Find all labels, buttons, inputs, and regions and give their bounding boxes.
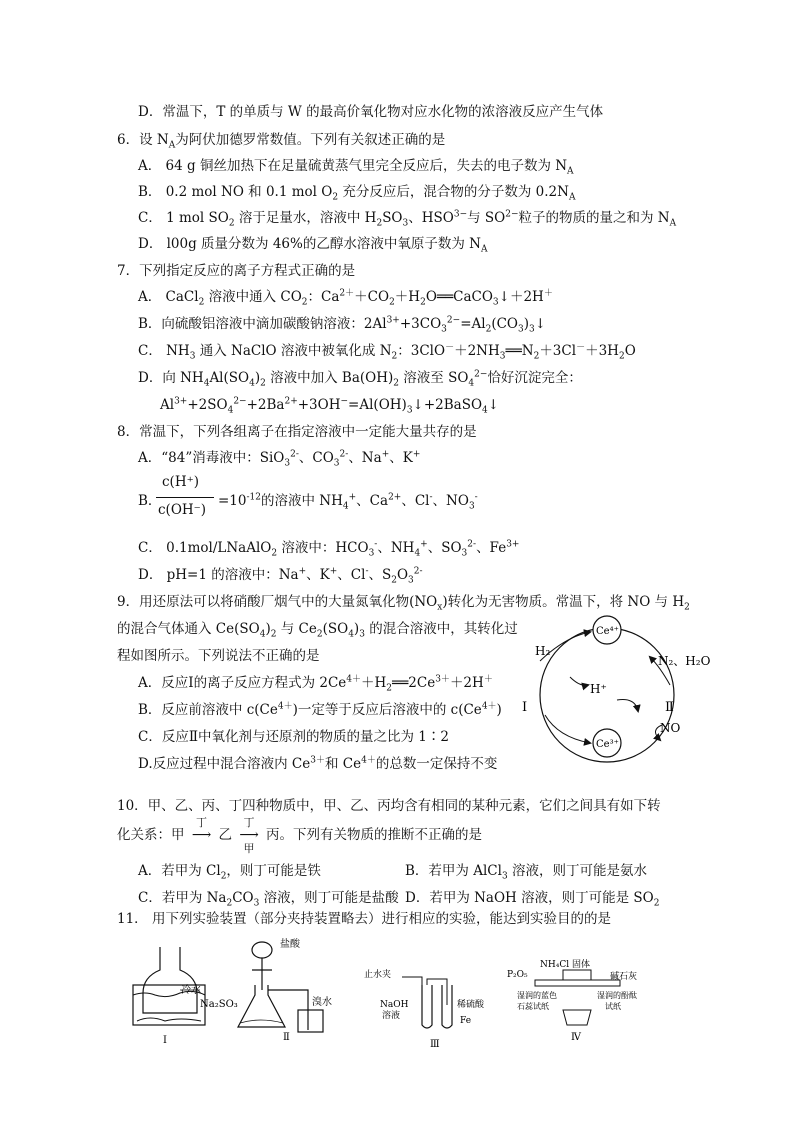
q10-option-d: D．若甲为 NaOH 溶液，则丁可能是 $SO_2$ (405, 890, 660, 909)
fig-4-apparatus (505, 955, 665, 1050)
reaction-1-label: Ⅰ (522, 700, 528, 715)
fig-4-p2o5-label: P₂O₅ (507, 970, 528, 980)
q9-option-b: B．反应前溶液中 $c(Ce^{4+})$一定等于反应后溶液中的 $c(Ce^{4+})$ (138, 701, 502, 718)
q11-stem: 11． 用下列实验装置（部分夹持装置略去）进行相应的实验，能达到实验目的的是 (117, 911, 611, 927)
fig-4-paper1b-label: 石蕊试纸 (517, 1002, 549, 1011)
products-label: N₂、H₂O (658, 654, 711, 668)
fig-2-apparatus (200, 935, 360, 1045)
q10-option-b: B．若甲为 AlCl$_3$ 溶液，则丁可能是氨水 (405, 863, 647, 882)
hplus-arrow (570, 677, 588, 685)
q6-option-d: D． l00g 质量分数为 46%的乙醇水溶液中氧原子数为 $N_A$ (138, 236, 488, 255)
fig-3-naoh-label: NaOH (380, 1000, 409, 1010)
ce3-label: Ce³⁺ (596, 739, 619, 750)
arrow-2: 丁 ⟶ 甲 (239, 816, 259, 855)
q6-option-c: C． 1 mol $SO_2$ 溶于足量水，溶液中 $H_2SO_3$、$HSO^{3-}$与 $SO^{2-}$粒子的物质的量之和为 $N_A$ (138, 209, 677, 229)
q8-option-b: $=10^{-12}$的溶液中 $NH_4^+$、$Ca^{2+}$、Cl-、$NO_3^-$ (218, 492, 478, 512)
q7-option-c: C． $NH_3$ 通入 NaClO 溶液中被氧化成 $N_2$：$3ClO^-+2NH_3══N_2+3Cl^-+3H_2O$ (138, 342, 636, 362)
fig-3-label: Ⅲ (430, 1039, 440, 1050)
q7-option-d-equation: $Al^{3+}+2SO_4^{2-}+2Ba^{2+}+3OH^-=Al(OH)_3↓+2BaSO_4↓$ (160, 396, 500, 416)
q7-stem: 7．下列指定反应的离子方程式正确的是 (117, 263, 356, 279)
h2-label: H₂ (535, 644, 551, 658)
q9-cycle-diagram (510, 615, 735, 765)
fraction-numerator: c(H⁺) (162, 474, 199, 490)
no-label: NO (660, 721, 681, 735)
fig-1-label: Ⅰ (163, 1035, 167, 1045)
q6-stem: 6．设 $N_A$为阿伏加德罗常数值。下列有关叙述正确的是 (117, 132, 446, 151)
fig-3-fe-label: Fe (460, 1016, 472, 1026)
q8-option-c: C． 0.1mol/LNaAlO$_2$ 溶液中：$HCO_3^-$、$NH_4^+$、$SO_3^{2-}$、$Fe^{3+}$ (138, 539, 520, 559)
q8-stem: 8．常温下，下列各组离子在指定溶液中一定能大量共存的是 (117, 424, 477, 440)
q7-option-a: A． CaCl$_2$ 溶液中通入 $CO_2$：$Ca^{2+}+CO_2+H_2O══CaCO_3↓+2H^+$ (138, 288, 553, 308)
q6-option-b: B． 0.2 mol NO 和 0.1 mol $O_2$ 充分反应后，混合物的分子数为 $0.2N_A$ (138, 184, 576, 203)
fig-2-water-label: 溴水 (312, 997, 332, 1008)
fraction-bar (156, 497, 214, 498)
q10-stem-line1: 10．甲、乙、丙、丁四种物质中，甲、乙、丙均含有相同的某种元素，它们之间具有如下转 (117, 798, 661, 814)
fig-1-water-label: 冷水 (181, 985, 201, 996)
q6-option-a: A． 64 g 铜丝加热下在足量硫黄蒸气里完全反应后，失去的电子数为 $N_A$ (138, 158, 574, 177)
fig-3-clip-label: 止水夹 (364, 970, 392, 980)
fraction-denominator: c(OH⁻) (158, 502, 207, 518)
q9-option-d: D.反应过程中混合溶液内 $Ce^{3+}$和 $Ce^{4+}$的总数一定保持不变 (138, 755, 498, 772)
q8-option-b-label: B． (138, 493, 162, 509)
q7-option-d: D．向 $NH_4Al(SO_4)_2$ 溶液中加入 $Ba(OH)_2$ 溶液至 $SO_4^{2-}$恰好沉淀完全： (138, 369, 582, 389)
q5-option-d: D．常温下，T 的单质与 W 的最高价氧化物对应水化物的浓溶液反应产生气体 (138, 104, 604, 120)
ce4-label: Ce⁴⁺ (596, 626, 619, 637)
fig-4-solid-label: NH₄Cl 固体 (540, 960, 590, 970)
fig-4-paper2-label: 湿润的酚酞 (597, 991, 637, 1000)
q9-option-a: A．反应Ⅰ的离子反应方程式为 $2Ce^{4+}+H_2══2Ce^{3+}+2H^+$ (138, 674, 493, 694)
q10-option-a: A．若甲为 $Cl_2$，则丁可能是铁 (138, 863, 321, 882)
q9-stem-line3: 程如图所示。下列说法不正确的是 (117, 648, 320, 664)
arrow-1: 丁 ⟶ (191, 816, 212, 843)
fig-2-acid-label: 盐酸 (280, 939, 300, 950)
fig-4-paper1-label: 湿润的蓝色 (517, 991, 557, 1000)
reaction-2-label: Ⅱ (665, 700, 674, 715)
fig-3-apparatus (362, 965, 502, 1050)
q10-option-c: C．若甲为 $Na_2CO_3$ 溶液，则丁可能是盐酸 (138, 890, 399, 909)
fig-4-lime-label: 碱石灰 (610, 972, 638, 982)
fig-4-label: Ⅳ (571, 1032, 581, 1043)
reaction-1-arrow (545, 715, 590, 743)
fig-4-paper2b-label: 试纸 (605, 1002, 621, 1011)
q8-option-d: D． pH=1 的溶液中：Na+、K+、Cl-、$S_2O_3^{2-}$ (138, 566, 423, 586)
hplus-label: H⁺ (590, 682, 607, 696)
fig-2-reagent-label: Na₂SO₃ (200, 999, 238, 1010)
q8-fraction (156, 470, 216, 526)
fig-3-solution-label: 溶液 (382, 1011, 401, 1021)
q8-option-a: A．“84”消毒液中：SiO$_3^{2-}$、$CO_3^{2-}$、Na+、K+ (138, 449, 421, 469)
hplus-consume-arrow (617, 699, 638, 711)
q9-stem-line1: 9．用还原法可以将硝酸厂烟气中的大量氮氧化物$(NO_x)$转化为无害物质。常温下，将 NO 与 $H_2$ (117, 594, 690, 613)
fig-2-label: Ⅱ (283, 1032, 290, 1043)
fig-3-acid-label: 稀硫酸 (457, 1000, 485, 1010)
q9-option-c: C．反应Ⅱ中氧化剂与还原剂的物质的量之比为 1∶2 (138, 729, 449, 745)
q10-stem-line2: 化关系：甲 丁 ⟶ 乙 丁 ⟶ 甲 丙。下列有关物质的推断不正确的是 (117, 816, 482, 855)
q7-option-b: B．向硫酸铝溶液中滴加碳酸钠溶液：$2Al^{3+}+3CO_3^{2-}=Al_2(CO_3)_3↓$ (138, 315, 547, 335)
q9-stem-line2: 的混合气体通入 $Ce(SO_4)_2$ 与 $Ce_2(SO_4)_3$ 的混合溶液中，其转化过 (117, 621, 518, 640)
